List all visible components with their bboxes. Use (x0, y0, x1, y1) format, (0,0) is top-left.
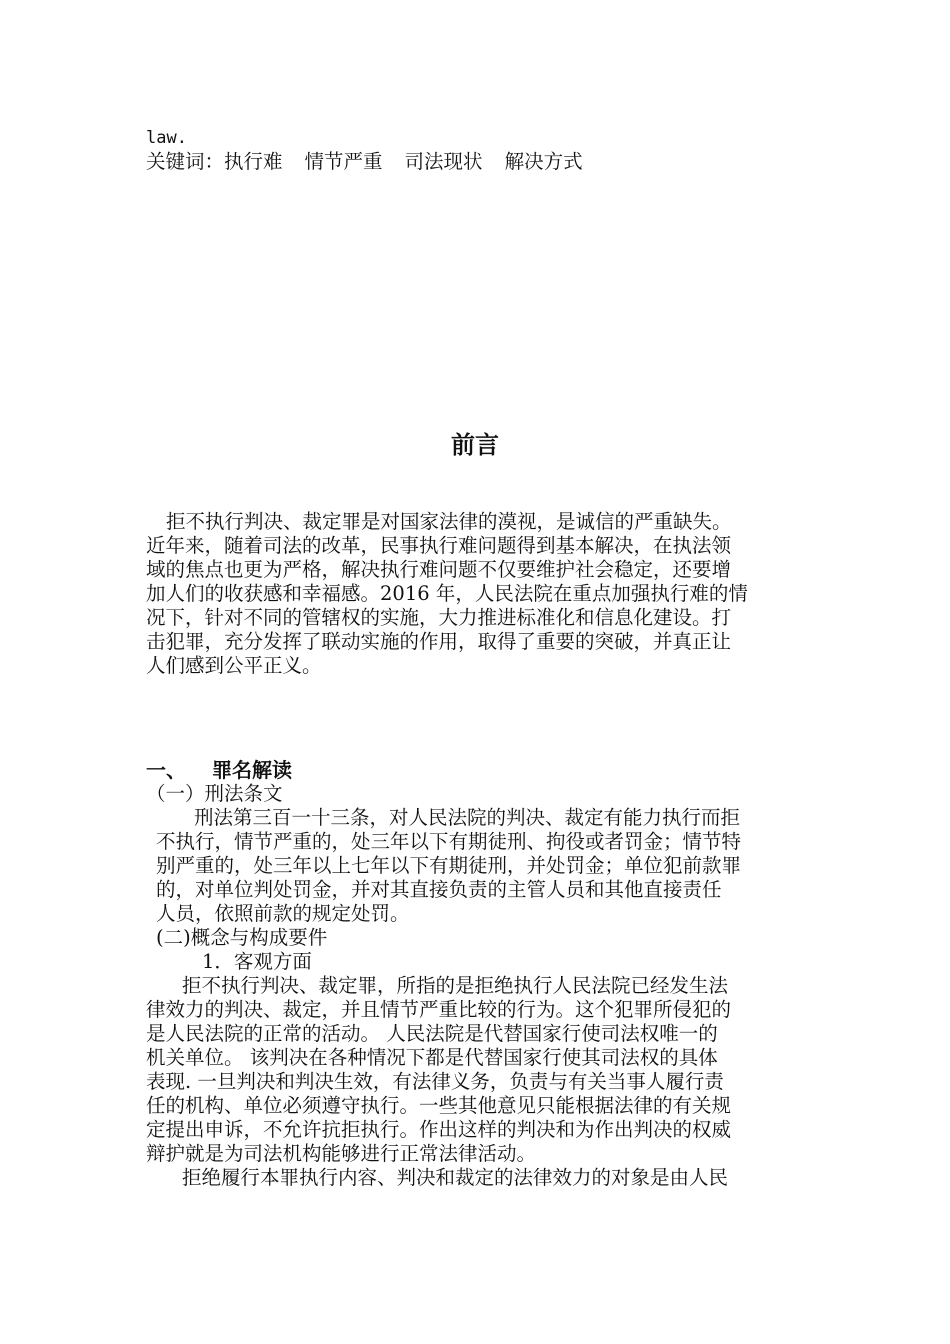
paragraph-line: 辩护就是为司法机构能够进行正常法律活动。 (146, 1142, 537, 1165)
paragraph-line: 不执行，情节严重的，处三年以下有期徒刑、拘役或者罚金；情节特 (156, 830, 742, 853)
paragraph-line: 刑法第三百一十三条，对人民法院的判决、裁定有能力执行而拒 (194, 806, 741, 829)
paragraph-line: 任的机构、单位必须遵守执行。一些其他意见只能根据法律的有关规 (146, 1094, 732, 1117)
keywords-line (146, 150, 583, 174)
keywords-label: 关键词： (146, 150, 225, 173)
paragraph-line: 律效力的判决、裁定，并且情节严重比较的行为。这个犯罪所侵犯的 (146, 998, 732, 1021)
paragraph-line: 拒绝履行本罪执行内容、判决和裁定的法律效力的对象是由人民 (182, 1166, 729, 1189)
section-number: 一、 (146, 758, 186, 782)
paragraph-line: 近年来，随着司法的改革，民事执行难问题得到基本解决，在执法领 (146, 534, 732, 557)
paragraph-line: 人们感到公平正义。 (146, 654, 322, 677)
section-title: 罪名解读 (212, 758, 292, 782)
objective-paragraph (0, 974, 731, 1190)
keyword: 解决方式 (504, 150, 583, 173)
keyword: 司法现状 (404, 150, 483, 173)
paragraph-line: 表现. 一旦判决和判决生效，有法律义务，负责与有关当事人履行责 (146, 1070, 724, 1093)
item-heading: 1．客观方面 (202, 950, 312, 973)
paragraph-line: 是人民法院的正常的活动。 人民法院是代替国家行使司法权唯一的 (146, 1022, 718, 1045)
keyword: 情节严重 (304, 150, 383, 173)
paragraph-line: 况下，针对不同的管辖权的实施，大力推进标准化和信息化建设。打 (146, 606, 732, 629)
paragraph-line: 拒不执行判决、裁定罪，所指的是拒绝执行人民法院已经发生法 (182, 974, 729, 997)
paragraph-line: 击犯罪，充分发挥了联动实施的作用，取得了重要的突破，并真正让 (146, 630, 732, 653)
keyword: 执行难 (224, 150, 283, 173)
abstract-tail: law. (146, 128, 187, 148)
preface-title: 前言 (451, 431, 499, 459)
section-heading (146, 758, 292, 782)
paragraph-line: 机关单位。 该判决在各种情况下都是代替国家行使其司法权的具体 (146, 1046, 718, 1069)
subsection-heading: (二)概念与构成要件 (156, 926, 328, 949)
paragraph-line: 别严重的，处三年以上七年以下有期徒刑，并处罚金；单位犯前款罪 (156, 854, 742, 877)
paragraph-line: 定提出申诉，不允许抗拒执行。作出这样的判决和为作出判决的权威 (146, 1118, 732, 1141)
paragraph-line: 域的焦点也更为严格，解决执行难问题不仅要维护社会稳定，还要增 (146, 558, 732, 581)
paragraph-line: 加人们的收获感和幸福感。2016 年，人民法院在重点加强执行难的情 (146, 582, 748, 605)
statute-paragraph (0, 806, 741, 926)
subsection-heading: （一）刑法条文 (146, 782, 283, 805)
paragraph-line: 拒不执行判决、裁定罪是对国家法律的漠视，是诚信的严重缺失。 (166, 510, 732, 533)
paragraph-line: 人员，依照前款的规定处罚。 (156, 902, 410, 925)
preface-paragraph (0, 510, 748, 678)
paragraph-line: 的，对单位判处罚金，并对其直接负责的主管人员和其他直接责任 (156, 878, 722, 901)
